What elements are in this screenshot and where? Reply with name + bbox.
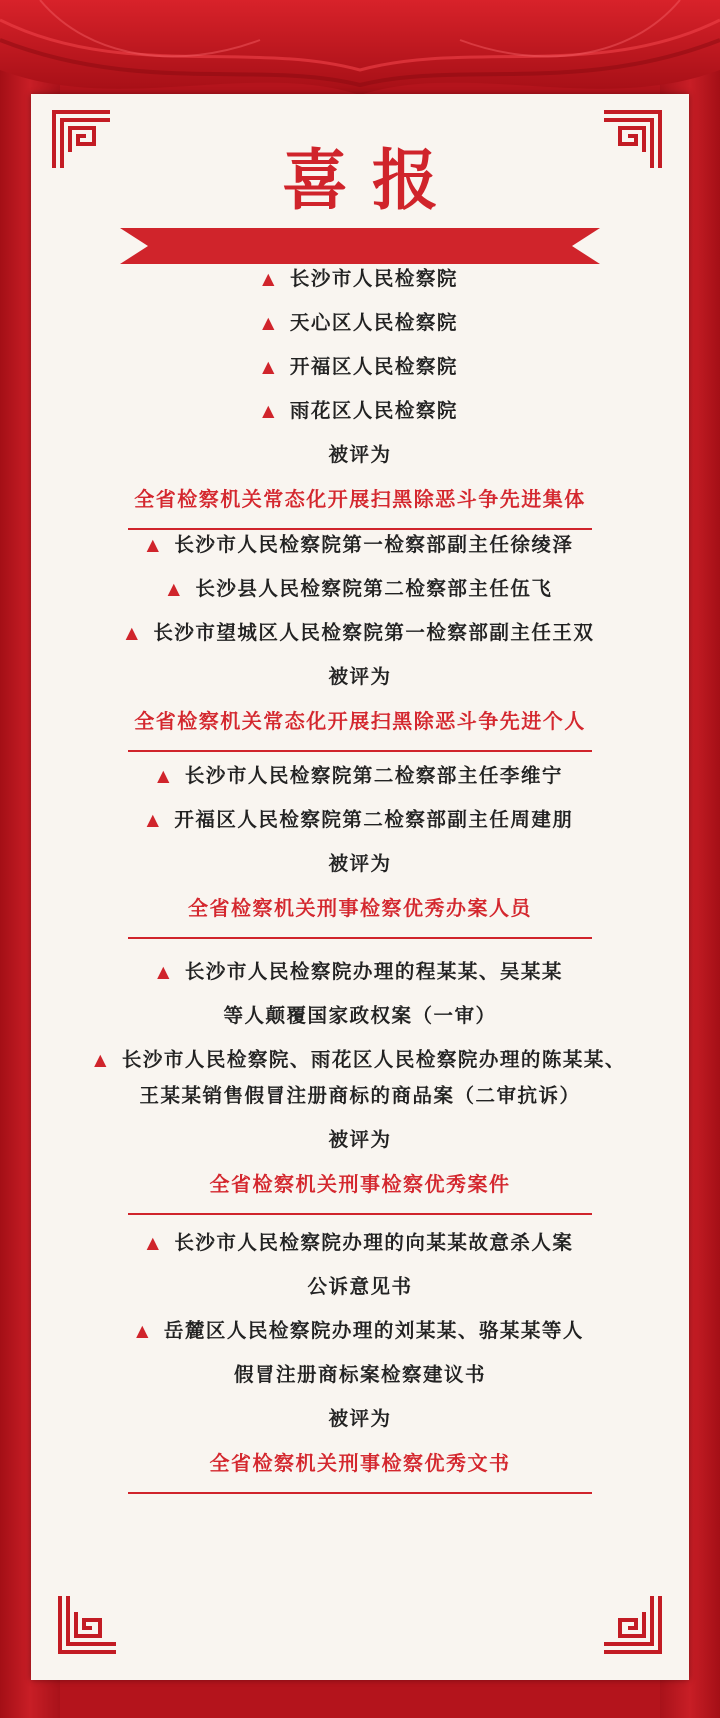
rated-label <box>0 1405 720 1433</box>
entry-line-text: 岳麓区人民检察院办理的刘某某、骆某某等人 <box>163 1319 584 1342</box>
award-title <box>0 707 720 735</box>
entry-line <box>0 958 720 987</box>
entry-line-text: 长沙市人民检察院办理的程某某、吴某某 <box>184 960 563 983</box>
entry-line <box>0 1273 720 1301</box>
award-title <box>0 1449 720 1477</box>
rated-label <box>0 663 720 691</box>
entry-line-text: 长沙市望城区人民检察院第一检察部副主任王双 <box>153 621 595 644</box>
entry-line-text: 假冒注册商标案检察建议书 <box>233 1363 486 1386</box>
entry-line-text: 长沙县人民检察院第二检察部主任伍飞 <box>195 577 553 600</box>
entry-line-text: 王某某销售假冒注册商标的商品案（二审抗诉） <box>139 1084 581 1107</box>
triangle-bullet-icon: ▲ <box>157 962 171 981</box>
corner-ornament <box>602 1594 664 1656</box>
triangle-bullet-icon: ▲ <box>146 1233 161 1252</box>
rated-label-text: 被评为 <box>328 443 392 466</box>
entry-line <box>0 1046 720 1075</box>
poster-title: 喜报 <box>282 141 462 219</box>
entry-line <box>0 1317 720 1346</box>
entry-line <box>0 1229 720 1258</box>
rated-label <box>0 1126 720 1154</box>
entry-line-text: 天心区人民检察院 <box>289 311 458 334</box>
entry-line-text: 雨花区人民检察院 <box>289 399 458 422</box>
rated-label <box>0 850 720 878</box>
triangle-bullet-icon: ▲ <box>136 1321 150 1340</box>
entry-line <box>0 762 720 791</box>
award-title-text: 全省检察机关刑事检察优秀办案人员 <box>188 896 532 920</box>
entry-line-text: 等人颠覆国家政权案（一审） <box>223 1004 497 1027</box>
entry-line <box>0 806 720 835</box>
triangle-bullet-icon: ▲ <box>146 535 161 554</box>
corner-ornament <box>56 1594 118 1656</box>
section-divider <box>128 937 592 939</box>
rated-label-text: 被评为 <box>328 852 392 875</box>
triangle-bullet-icon: ▲ <box>157 766 171 785</box>
rated-label-text: 被评为 <box>328 1128 392 1151</box>
entry-line-text: 长沙市人民检察院第一检察部副主任徐绫泽 <box>174 533 574 556</box>
entry-line-text: 长沙市人民检察院办理的向某某故意杀人案 <box>174 1231 574 1254</box>
section-divider <box>128 1213 592 1215</box>
award-title-text: 全省检察机关刑事检察优秀案件 <box>209 1172 511 1196</box>
triangle-bullet-icon: ▲ <box>94 1050 108 1069</box>
triangle-bullet-icon: ▲ <box>125 623 140 642</box>
entry-line <box>0 397 720 426</box>
award-title-text: 全省检察机关常态化开展扫黑除恶斗争先进个人 <box>134 709 586 733</box>
entry-line-text: 开福区人民检察院 <box>289 355 458 378</box>
entry-line <box>0 575 720 604</box>
award-title <box>0 1170 720 1198</box>
entry-line <box>0 1082 720 1110</box>
award-title-text: 全省检察机关刑事检察优秀文书 <box>209 1451 511 1475</box>
award-title <box>0 894 720 922</box>
section-divider <box>128 1492 592 1494</box>
triangle-bullet-icon: ▲ <box>262 269 276 288</box>
award-title-text: 全省检察机关常态化开展扫黑除恶斗争先进集体 <box>134 487 586 511</box>
entry-line <box>0 1002 720 1030</box>
entry-line <box>0 309 720 338</box>
section-divider <box>128 750 592 752</box>
entry-line <box>0 531 720 560</box>
section-divider <box>128 528 592 530</box>
entry-line <box>0 619 720 648</box>
triangle-bullet-icon: ▲ <box>146 810 161 829</box>
entry-line-text: 长沙市人民检察院、雨花区人民检察院办理的陈某某、 <box>121 1048 626 1071</box>
title-ribbon <box>120 228 600 264</box>
triangle-bullet-icon: ▲ <box>262 401 276 420</box>
triangle-bullet-icon: ▲ <box>167 579 182 598</box>
entry-line <box>0 1361 720 1389</box>
entry-line-text: 长沙市人民检察院 <box>289 267 458 290</box>
award-title <box>0 485 720 513</box>
triangle-bullet-icon: ▲ <box>262 357 276 376</box>
entry-line-text: 开福区人民检察院第二检察部副主任周建朋 <box>174 808 574 831</box>
entry-line <box>0 353 720 382</box>
entry-line <box>0 265 720 294</box>
triangle-bullet-icon: ▲ <box>262 313 276 332</box>
entry-line-text: 公诉意见书 <box>307 1275 413 1298</box>
entry-line-text: 长沙市人民检察院第二检察部主任李维宁 <box>184 764 563 787</box>
rated-label-text: 被评为 <box>328 1407 392 1430</box>
rated-label-text: 被评为 <box>328 665 392 688</box>
rated-label <box>0 441 720 469</box>
